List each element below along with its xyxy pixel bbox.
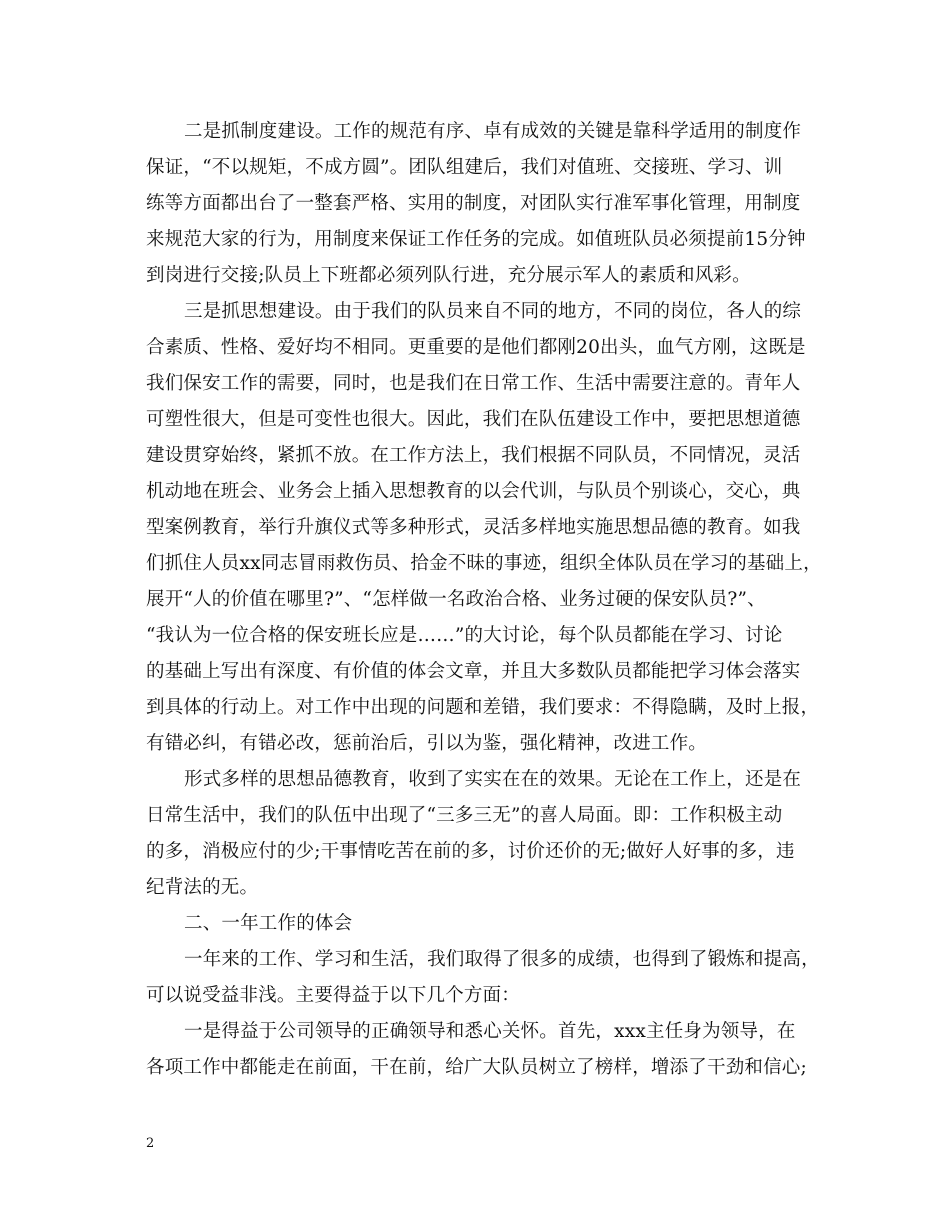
- page-number: 2: [146, 1136, 155, 1151]
- paragraph-line: 可以说受益非浅。主要得益于以下几个方面：: [146, 985, 521, 1006]
- paragraph-line: 来规范大家的行为，用制度来保证工作任务的完成。如值班队员必须提前15分钟: [146, 229, 806, 250]
- paragraph-line: 三是抓思想建设。由于我们的队员来自不同的地方，不同的岗位，各人的综: [184, 301, 802, 322]
- paragraph-line: 建设贯穿始终，紧抓不放。在工作方法上，我们根据不同队员，不同情况，灵活: [146, 445, 801, 466]
- paragraph-line: 型案例教育，举行升旗仪式等多种形式，灵活多样地实施思想品德的教育。如我: [146, 517, 801, 538]
- paragraph-line: 一是得益于公司领导的正确领导和悉心关怀。首先，xxx主任身为领导，在: [184, 1021, 796, 1042]
- paragraph-line: 练等方面都出台了一整套严格、实用的制度，对团队实行准军事化管理，用制度: [146, 193, 801, 214]
- paragraph-line: 保证，“不以规矩，不成方圆”。团队组建后，我们对值班、交接班、学习、训: [146, 157, 783, 178]
- paragraph-line: 纪背法的无。: [146, 877, 259, 898]
- paragraph-line: 展开“人的价值在哪里?”、“怎样做一名政治合格、业务过硬的保安队员?”、: [146, 589, 766, 610]
- paragraph-line: 们抓住人员xx同志冒雨救伤员、拾金不昧的事迹，组织全体队员在学习的基础上，: [146, 553, 822, 574]
- paragraph-line: 各项工作中都能走在前面，干在前，给广大队员树立了榜样，增添了干劲和信心;: [146, 1057, 807, 1078]
- paragraph-line: 合素质、性格、爱好均不相同。更重要的是他们都刚20出头，血气方刚，这既是: [146, 337, 806, 358]
- paragraph-line: 二是抓制度建设。工作的规范有序、卓有成效的关键是靠科学适用的制度作: [184, 121, 802, 142]
- section-heading: 二、一年工作的体会: [184, 913, 353, 934]
- paragraph-line: 我们保安工作的需要，同时，也是我们在日常工作、生活中需要注意的。青年人: [146, 373, 801, 394]
- paragraph-line: 有错必纠，有错必改，惩前治后，引以为鉴，强化精神，改进工作。: [146, 733, 708, 754]
- paragraph-line: 到具体的行动上。对工作中出现的问题和差错，我们要求：不得隐瞒，及时上报，: [146, 697, 820, 718]
- paragraph-line: 到岗进行交接;队员上下班都必须列队行进，充分展示军人的素质和风彩。: [146, 265, 751, 286]
- paragraph-line: 的多，消极应付的少;干事情吃苦在前的多，讨价还价的无;做好人好事的多，违: [146, 841, 795, 862]
- paragraph-line: 机动地在班会、业务会上插入思想教育的以会代训，与队员个别谈心，交心，典: [146, 481, 801, 502]
- paragraph-line: 一年来的工作、学习和生活，我们取得了很多的成绩，也得到了锻炼和提高，: [184, 949, 820, 970]
- paragraph-line: “我认为一位合格的保安班长应是……”的大讨论，每个队员都能在学习、讨论: [146, 625, 783, 646]
- paragraph-line: 可塑性很大，但是可变性也很大。因此，我们在队伍建设工作中，要把思想道德: [146, 409, 801, 430]
- paragraph-line: 形式多样的思想品德教育，收到了实实在在的效果。无论在工作上，还是在: [184, 769, 802, 790]
- paragraph-line: 日常生活中，我们的队伍中出现了“三多三无”的喜人局面。即：工作积极主动: [146, 805, 783, 826]
- paragraph-line: 的基础上写出有深度、有价值的体会文章，并且大多数队员都能把学习体会落实: [146, 661, 801, 682]
